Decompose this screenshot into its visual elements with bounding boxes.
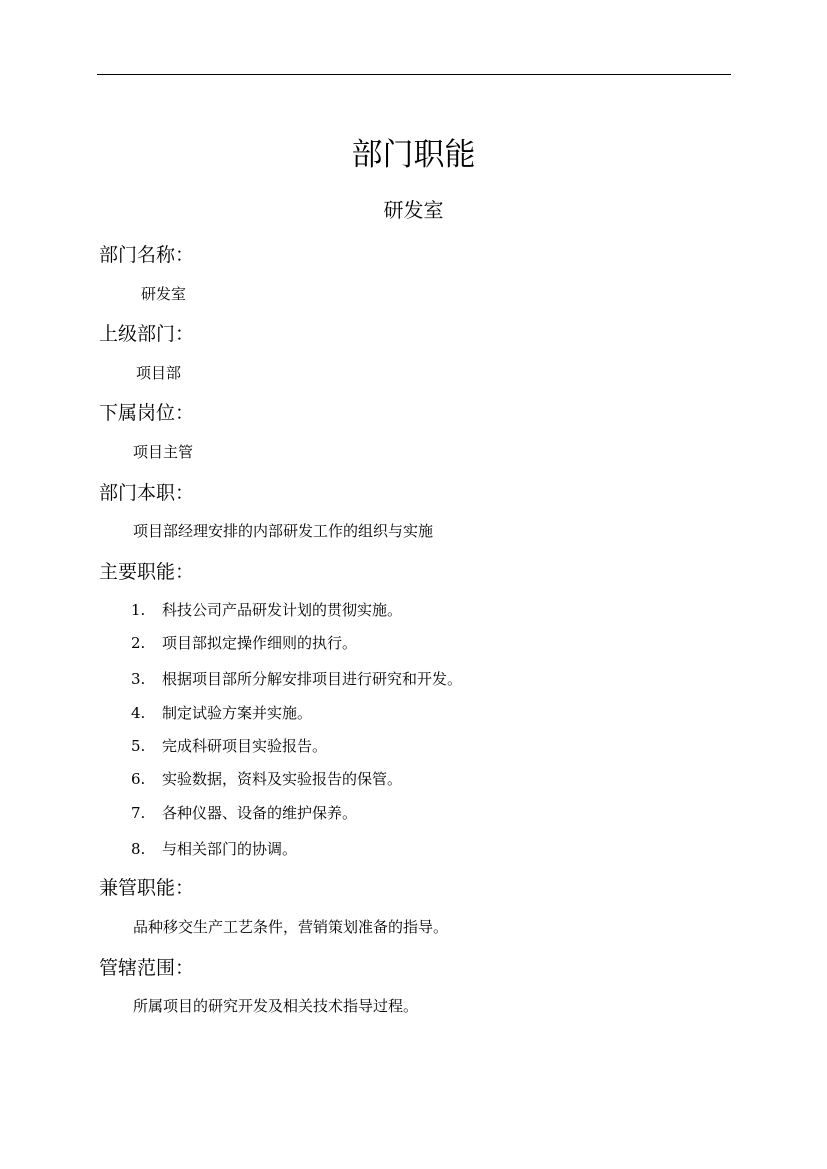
section-body-department-duty: 项目部经理安排的内部研发工作的组织与实施 <box>133 522 434 540</box>
document-title: 部门职能 <box>351 137 476 173</box>
list-item-number: 6. <box>131 770 146 788</box>
section-heading-subordinate-positions: 下属岗位： <box>99 402 195 424</box>
section-body-jurisdiction-scope: 所属项目的研究开发及相关技术指导过程。 <box>133 997 419 1015</box>
list-item <box>131 769 402 789</box>
section-body-department-name: 研发室 <box>141 285 187 303</box>
list-item-number: 4. <box>131 704 146 722</box>
section-heading-superior-department: 上级部门： <box>99 323 195 345</box>
list-item-text: 完成科研项目实验报告。 <box>162 737 328 755</box>
list-item-text: 实验数据，资料及实验报告的保管。 <box>162 770 403 788</box>
section-body-superior-department: 项目部 <box>136 364 182 382</box>
list-item-text: 与相关部门的协调。 <box>162 840 298 858</box>
section-heading-main-functions: 主要职能： <box>99 561 195 583</box>
section-heading-jurisdiction-scope: 管辖范围： <box>99 957 195 979</box>
list-item <box>131 600 402 620</box>
list-item-text: 各种仪器、设备的维护保养。 <box>162 804 358 822</box>
section-heading-department-duty: 部门本职： <box>99 482 195 504</box>
section-heading-concurrent-functions: 兼管职能： <box>99 877 195 899</box>
section-heading-department-name: 部门名称： <box>99 244 195 266</box>
list-item <box>131 669 462 689</box>
list-item-number: 8. <box>131 840 146 858</box>
list-item-number: 2. <box>131 634 146 652</box>
list-item-number: 3. <box>131 670 146 688</box>
list-item-number: 7. <box>131 804 146 822</box>
section-body-concurrent-functions: 品种移交生产工艺条件，营销策划准备的指导。 <box>133 918 449 936</box>
list-item-text: 制定试验方案并实施。 <box>162 704 313 722</box>
list-item-text: 根据项目部所分解安排项目进行研究和开发。 <box>162 670 463 688</box>
list-item <box>131 803 357 823</box>
header-rule <box>97 74 731 75</box>
list-item <box>131 703 312 723</box>
list-item <box>131 736 327 756</box>
list-item-number: 5. <box>131 737 146 755</box>
list-item-number: 1. <box>131 601 146 619</box>
list-item <box>131 839 297 859</box>
list-item <box>131 633 357 653</box>
document-subtitle: 研发室 <box>383 198 444 222</box>
list-item-text: 科技公司产品研发计划的贯彻实施。 <box>162 601 403 619</box>
list-item-text: 项目部拟定操作细则的执行。 <box>162 634 358 652</box>
section-body-subordinate-positions: 项目主管 <box>133 443 194 461</box>
